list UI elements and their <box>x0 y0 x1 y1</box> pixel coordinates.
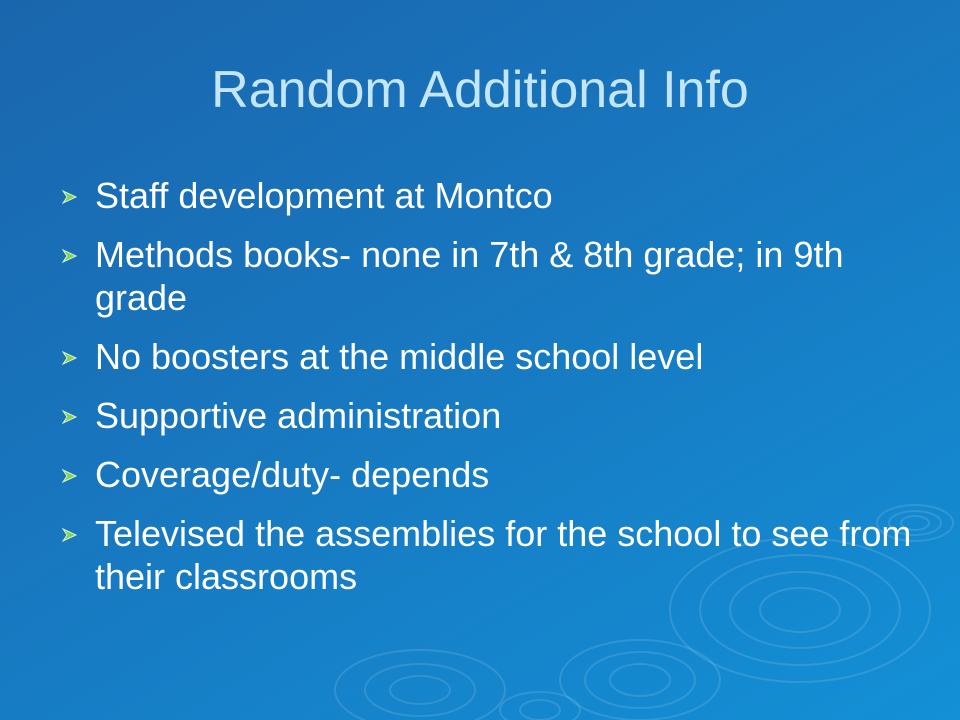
bullet-item <box>62 233 922 319</box>
arrow-bullet-icon <box>62 469 78 483</box>
arrow-bullet-icon <box>62 249 78 263</box>
bullet-text: Televised the assemblies for the school to see from their classrooms <box>95 513 912 597</box>
arrow-bullet-icon <box>62 351 78 365</box>
slide-title: Random Additional Info <box>211 61 749 119</box>
bullet-item <box>62 394 922 437</box>
bullet-item <box>62 453 922 496</box>
bullet-text: Staff development at Montco <box>95 175 553 216</box>
bullet-text: Methods books- none in 7th & 8th grade; in 9th grade <box>95 234 844 318</box>
bullet-text: Coverage/duty- depends <box>95 454 490 495</box>
arrow-bullet-icon <box>62 410 78 424</box>
bullet-list <box>62 174 922 614</box>
bullet-item <box>62 335 922 378</box>
bullet-text: No boosters at the middle school level <box>95 336 704 377</box>
bullet-text: Supportive administration <box>95 395 502 436</box>
bullet-item <box>62 512 922 598</box>
arrow-bullet-icon <box>62 190 78 204</box>
bullet-item <box>62 174 922 217</box>
arrow-bullet-icon <box>62 528 78 542</box>
